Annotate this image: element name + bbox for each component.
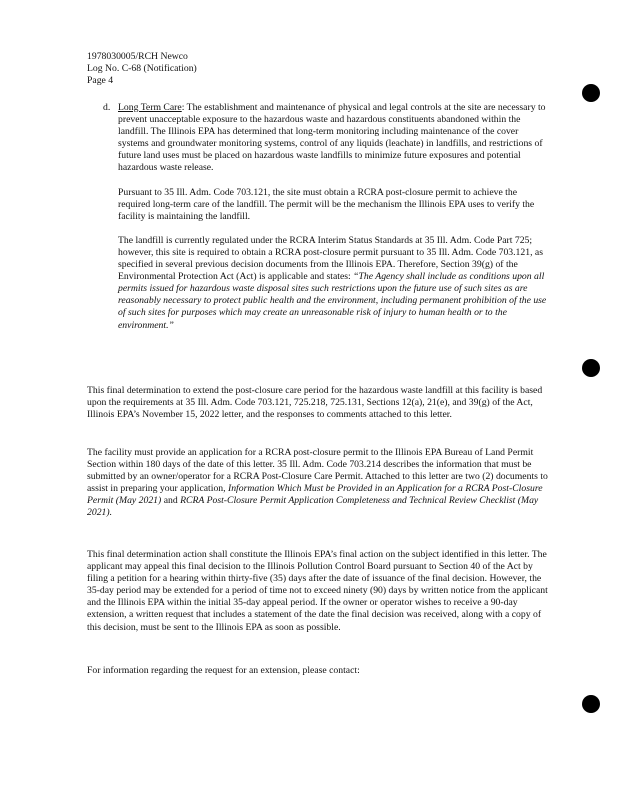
header-page-number: Page 4 — [87, 75, 114, 87]
regulation-text: The landfill is currently regulated under the RCRA Interim Status Standards at 35 Ill. Adm. Code Part 725; however, this site is required to obtain a RCRA post-closure permit pursuant to 35 Ill. Adm. Code 703.121, as specified in several previous decision documents from the Illinois EPA. Therefore, Section 39(g) of the Environmental Protection Act (Act) is applicable and states: — [118, 234, 543, 283]
binder-hole-middle — [582, 359, 600, 377]
appeal-text: This final determination action shall constitute the Illinois EPA’s final action on the subject identified in this letter. The applicant may appeal this final decision to the Illinois Pollution Control Board pursuant to Section 40 of the Act by filing a petition for a hearing within thirty-five (35) days after the date of issuance of the final decision. However, the 35-day period may be extended for a period of time not to exceed ninety (90) days by written notice from the applicant and the Illinois EPA within the initial 35-day appeal period. If the owner or operator wishes to receive a 90-day extension, a written request that includes a statement of the date the final decision was received, along with a copy of this decision, must be sent to the Illinois EPA as soon as possible. — [87, 549, 548, 633]
application-doc-1: Information Which Must be Provided in an Application for a RCRA Post-Closure Permit (May 2021) — [87, 483, 543, 507]
header-log-number: Log No. C-68 (Notification) — [87, 63, 197, 75]
appeal-paragraph — [87, 549, 549, 634]
regulation-paragraph — [118, 235, 548, 332]
determination-text: This final determination to extend the post-closure care period for the hazardous waste landfill at this facility is based upon the requirements at 35 Ill. Adm. Code 703.121, 725.218, 725.131, Sections 12(a), 21(e), and 39(g) of the Act, Illinois EPA’s November 15, 2022 letter, and the responses to comments attached to this letter. — [87, 385, 543, 421]
determination-paragraph — [87, 385, 549, 421]
permit-requirement-paragraph: Pursuant to 35 Ill. Adm. Code 703.121, the site must obtain a RCRA post-closure permit to achieve the required long-term care of the landfill. The permit will be the mechanism the Illinois EPA uses to verify the facility is maintaining the landfill. — [118, 186, 535, 222]
list-marker: d. — [103, 102, 111, 113]
letter-header — [87, 51, 197, 88]
application-doc-2: RCRA Post-Closure Permit Application Completeness and Technical Review Checklist (May 2021). — [87, 495, 539, 519]
application-paragraph — [87, 447, 549, 520]
application-body: The facility must provide an application for a RCRA post-closure permit to the Illinois EPA Bureau of Land Permit Section within 180 days of the date of this letter. 35 Ill. Adm. Code 703.214 describes the information that must be submitted by an owner/operator for a RCRA Post-Closure Care Permit. Attached to this letter are two (2) documents to assist in preparing your application, — [87, 447, 548, 495]
contact-paragraph — [87, 665, 549, 677]
header-reference: 1978030005/RCH Newco — [87, 51, 188, 62]
act-quote: “The Agency shall include as conditions upon all permits issued for hazardous waste disposal sites such restrictions upon the future use of such sites as are reasonably necessary to protect public health and the environment, including permanent prohibition of the use of such sites for purposes which may create an unreasonable risk of injury to human health or to the environment.” — [118, 271, 547, 331]
application-and: and — [161, 495, 181, 507]
long-term-care-paragraph — [118, 102, 548, 175]
long-term-care-term: Long Term Care — [118, 102, 182, 113]
binder-hole-bottom — [582, 695, 600, 713]
binder-hole-top — [582, 84, 600, 102]
long-term-care-text: : The establishment and maintenance of physical and legal controls at the site are necessary to prevent unacceptable exposure to the hazardous waste and hazardous constituents abandoned within the landfill. The Illinois EPA has determined that long-term monitoring including maintenance of the cover systems and groundwater monitoring systems, control of any liquids (leachate) in landfills, and restrictions of future land uses must be placed on hazardous waste landfills to minimize future exposures and potential hazardous waste release. — [118, 102, 546, 174]
contact-text: For information regarding the request for an extension, please contact: — [87, 665, 360, 676]
list-item-d — [103, 102, 548, 344]
application-text — [87, 447, 549, 520]
